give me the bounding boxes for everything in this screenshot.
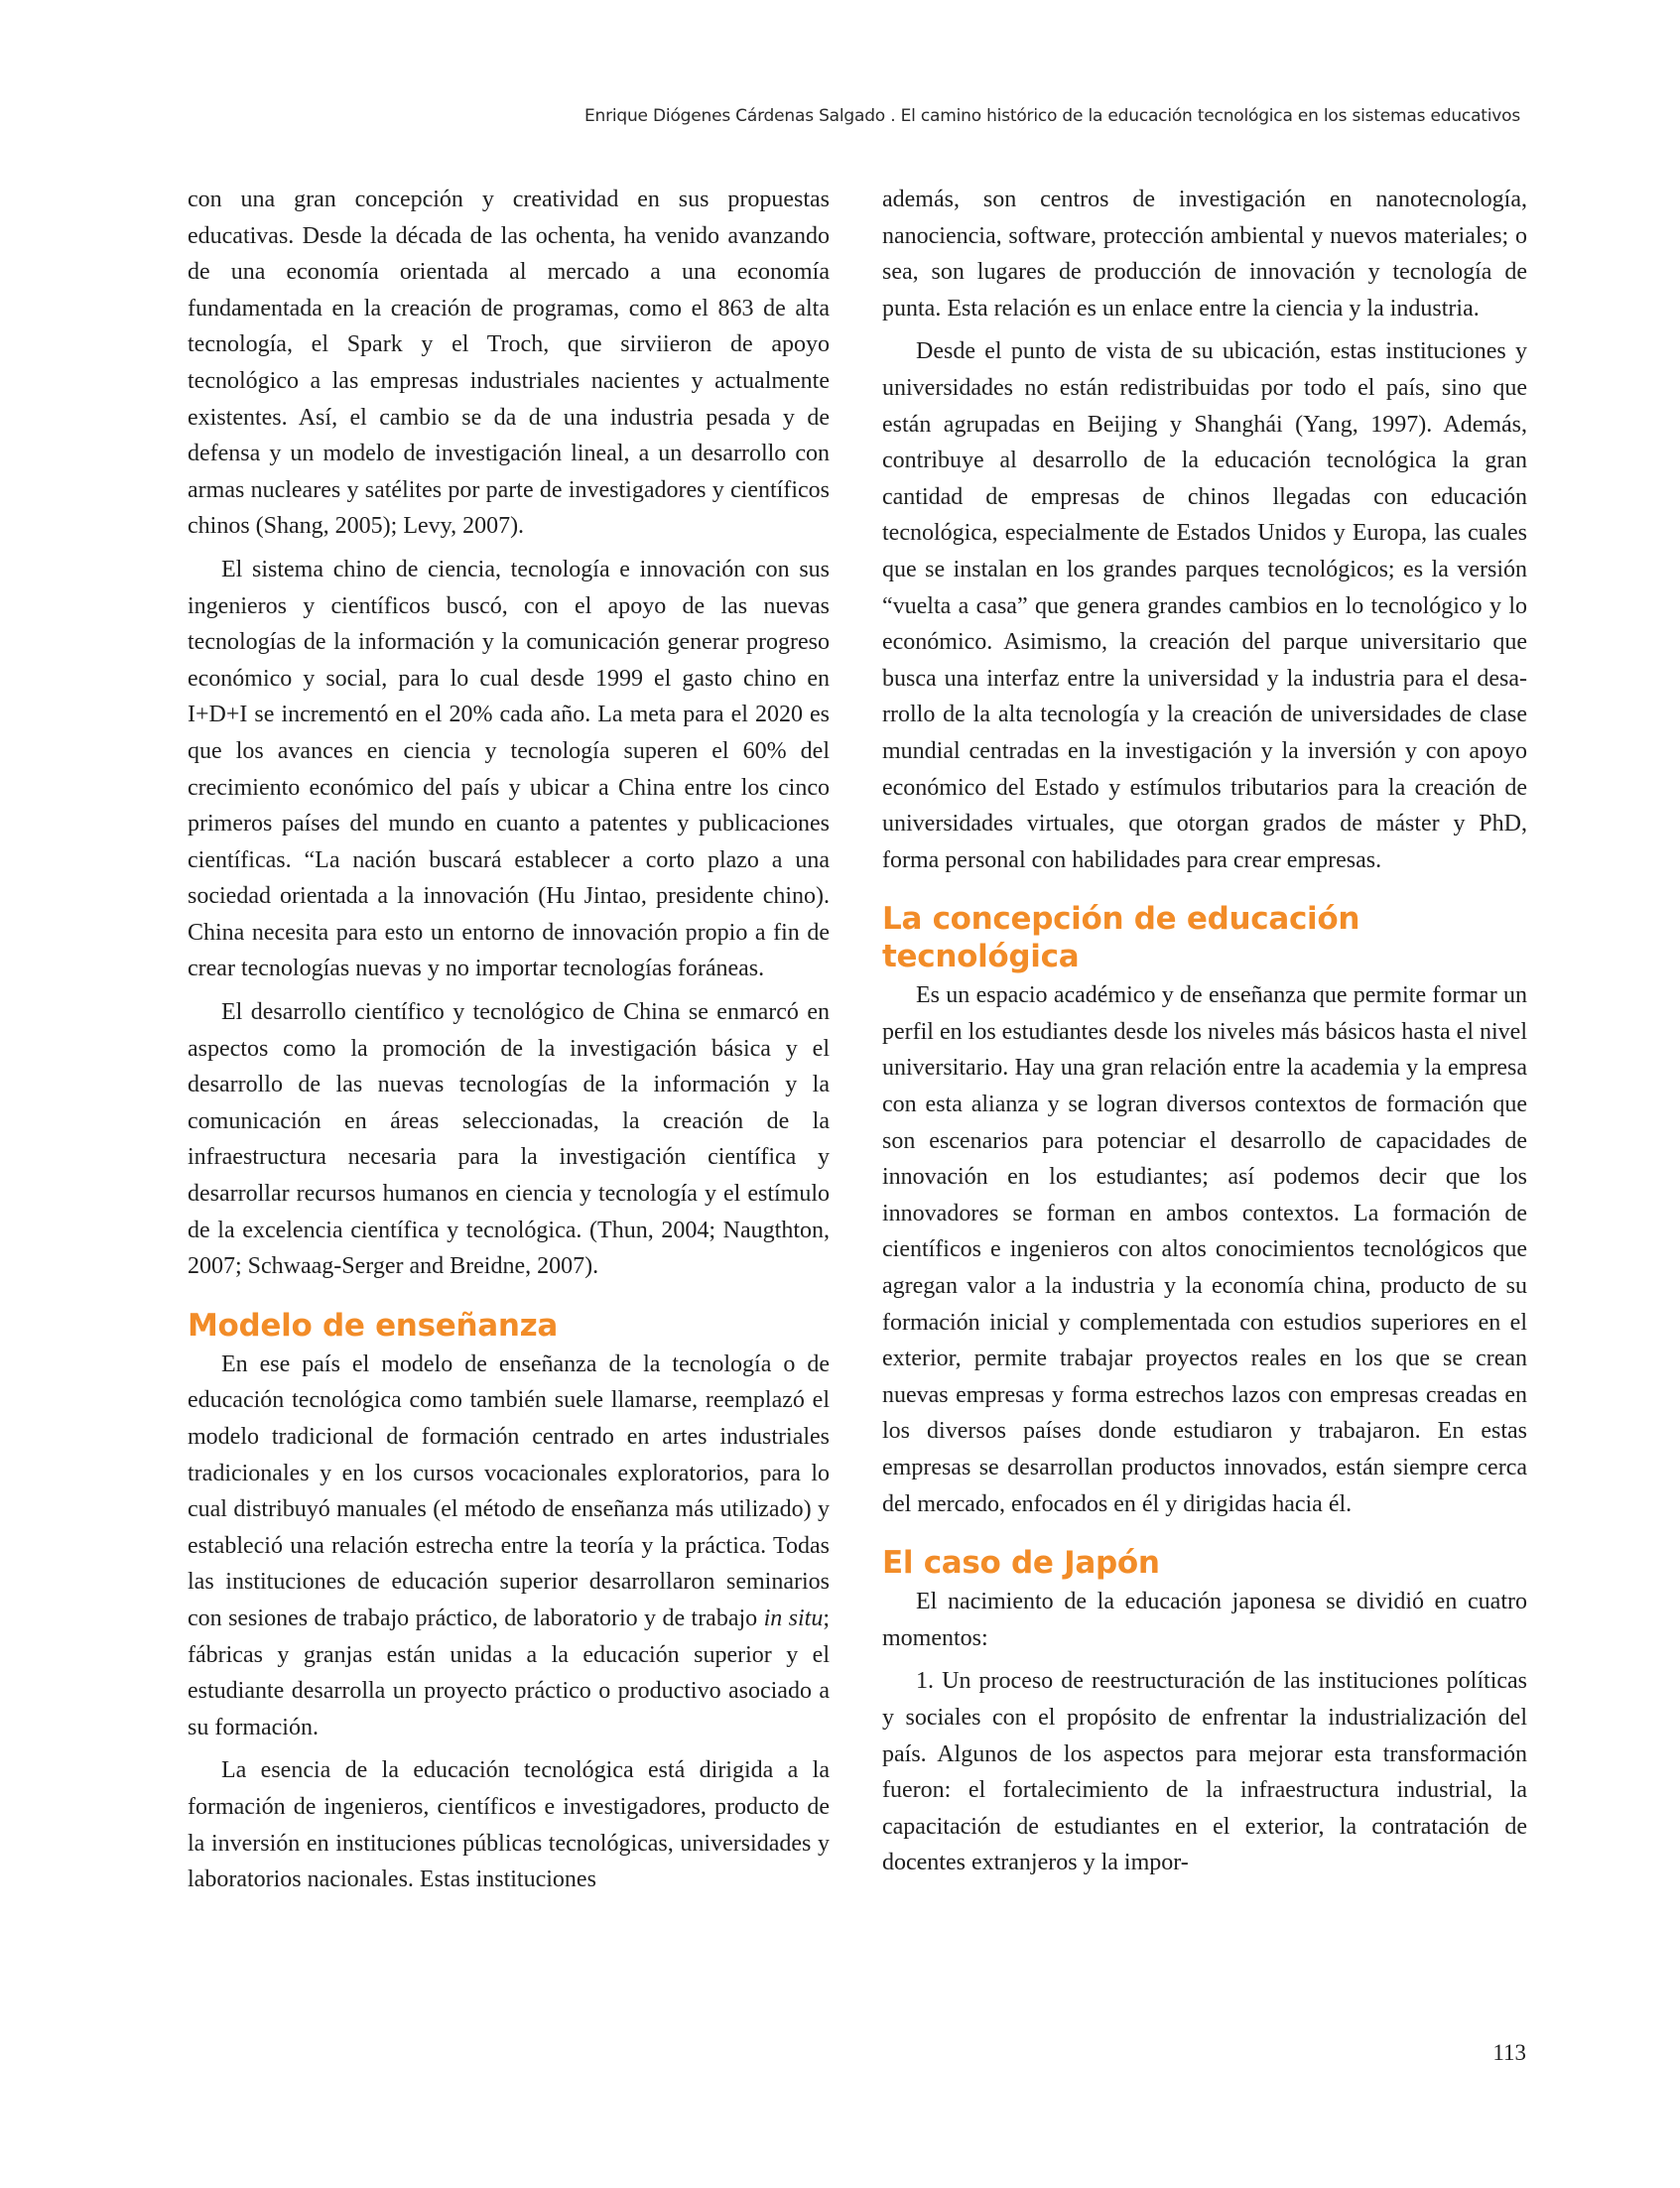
right-column [882, 182, 1527, 1888]
page-number: 113 [1492, 2040, 1526, 2065]
paragraph: La esencia de la educación tecnológica está dirigida a la formación de ingenieros, científicos e investigadores, producto de la inversión en instituciones públicas tecnológicas, universidades y laboratorios nacionales. Estas instituciones [188, 1757, 830, 1893]
paragraph-text: ; fábricas y granjas están unidas a la educación superior y el estudiante desarrolla un proyecto práctico o productivo asociado a su formación. [188, 1605, 831, 1740]
paragraph: El desarrollo científico y tecnológico de China se enmarcó en aspectos como la promoción de la investigación básica y el desarrollo de las nuevas tecnologías de la información y la comunicación en áreas seleccionadas, la creación de la infraestructura necesaria para la investigación científica y desarrollar recursos humanos en ciencia y tecnología y el estímulo de la excelencia científica y tecnológica. (Thun, 2004; Naugthton, 2007; Schwaag-Serger and Breidne, 2007). [188, 999, 830, 1280]
section-heading-japon: El caso de Japón [882, 1545, 1160, 1582]
italic-term: in situ [763, 1605, 824, 1631]
section-heading-concepcion: La concepción de educación tecnológica [882, 901, 1360, 975]
paragraph-text: En ese país el modelo de enseñanza de la tecnología o de educación tecnológica como también suele llamarse, reemplazó el modelo tradicional de formación centrado en artes industriales tradicionales y en los cursos vocacionales exploratorios, para lo cual distribuyó manuales (el método de enseñanza más utilizado) y estableció una relación estrecha entre la teoría y la práctica. Todas las instituciones de educación superior desarrollaron seminarios con sesiones de trabajo práctico, de laboratorio y de trabajo [188, 1351, 830, 1631]
paragraph [188, 1347, 830, 1746]
paragraph: 1. Un proceso de reestructuración de las instituciones políticas y sociales con el propósito de enfrentar la industrialización del país. Algunos de los aspectos para mejorar esta transformación fueron: el fortalecimiento de la infraestructura industrial, la capacitación de estudiantes en el exterior, la contratación de docentes extranjeros y la impor- [882, 1668, 1527, 1876]
paragraph: Es un espacio académico y de enseñanza que permite formar un perfil en los estudiantes desde los niveles más básicos hasta el nivel universitario. Hay una gran relación entre la academia y la empresa con esta alianza y se logran diversos contextos de formación que son escenarios para potenciar el desarrollo de capacidades de innovación en los estudiantes; así podemos decir que los innovadores se forman en ambos contextos. La formación de científicos e ingenieros con altos conocimientos tecnológicos que agregan valor a la industria y la economía china, producto de su formación inicial y complementada con estudios superiores en el exterior, permite trabajar proyectos reales en los que se crean nuevas empresas y forma estrechos lazos con empresas creadas en los diversos países donde estudiaron y trabajaron. En estas empresas se desarrollan productos innovados, están siempre cerca del mercado, enfocados en él y dirigidas hacia él. [882, 982, 1527, 1517]
paragraph: además, son centros de investigación en nanotecnología, nanociencia, software, protección ambiental y nuevos materiales; o sea, son lugares de producción de innovación y tecnología de punta. Esta relación es un enlace entre la ciencia y la industria. [882, 187, 1527, 322]
section-heading-modelo-de-ensenanza: Modelo de enseñanza [188, 1307, 558, 1344]
left-column [188, 182, 830, 1905]
paragraph: Desde el punto de vista de su ubicación, estas instituciones y universidades no están redistribuidas por todo el país, sino que están agrupadas en Beijing y Shanghái (Yang, 1997). Además, contribuye al desarrollo de la educación tecnológica la gran cantidad de empresas de chinos llegadas con educación tecnológica, especialmente de Estados Unidos y Europa, las cuales que se instalan en los grandes parques tecnológicos; es la versión “vuelta a casa” que genera grandes cambios en lo tecnológico y lo económico. Asimismo, la creación del parque universitario que busca una interfaz entre la universidad y la industria para el desarrollo de la alta tecnología y la creación de universidades de clase mundial centradas en la investigación y la inversión y con apoyo económico del Estado y estímulos tributarios para la creación de universidades virtuales, que otorgan grados de máster y PhD, forma personal con habilidades para crear empresas. [882, 338, 1527, 873]
running-header: Enrique Diógenes Cárdenas Salgado . El camino histórico de la educación tecnológica en los sistemas educativos [583, 106, 1520, 126]
paragraph: El sistema chino de ciencia, tecnología e innovación con sus ingenieros y científicos buscó, con el apoyo de las nuevas tecnologías de la información y la comunicación generar progreso económico y social, para lo cual desde 1999 el gasto chino en I+D+I se incrementó en el 20% cada año. La meta para el 2020 es que los avances en ciencia y tecnología superen el 60% del crecimiento económico del país y ubicar a China entre los cinco primeros países del mundo en cuanto a patentes y publicaciones científicas. “La nación buscará establecer a corto plazo a una sociedad orientada a la innovación (Hu Jintao, presidente chino). China necesita para esto un entorno de innovación propio a fin de crear tecnologías nuevas y no importar tecnologías foráneas. [188, 556, 830, 982]
paragraph: con una gran concepción y creatividad en sus propuestas educativas. Desde la década de las ochenta, ha venido avanzando de una economía orientada al mercado a una economía fundamentada en la creación de programas, como el 863 de alta tecnología, el Spark y el Troch, que sirviieron de apoyo tecnológico a las empresas industriales nacientes y actualmente existentes. Así, el cambio se da de una industria pesada y de defensa y un modelo de investigación lineal, a un desarrollo con armas nucleares y satélites por parte de investigadores y científicos chinos (Shang, 2005); Levy, 2007). [188, 187, 830, 540]
paragraph: El nacimiento de la educación japonesa se dividió en cuatro momentos: [882, 1589, 1527, 1651]
